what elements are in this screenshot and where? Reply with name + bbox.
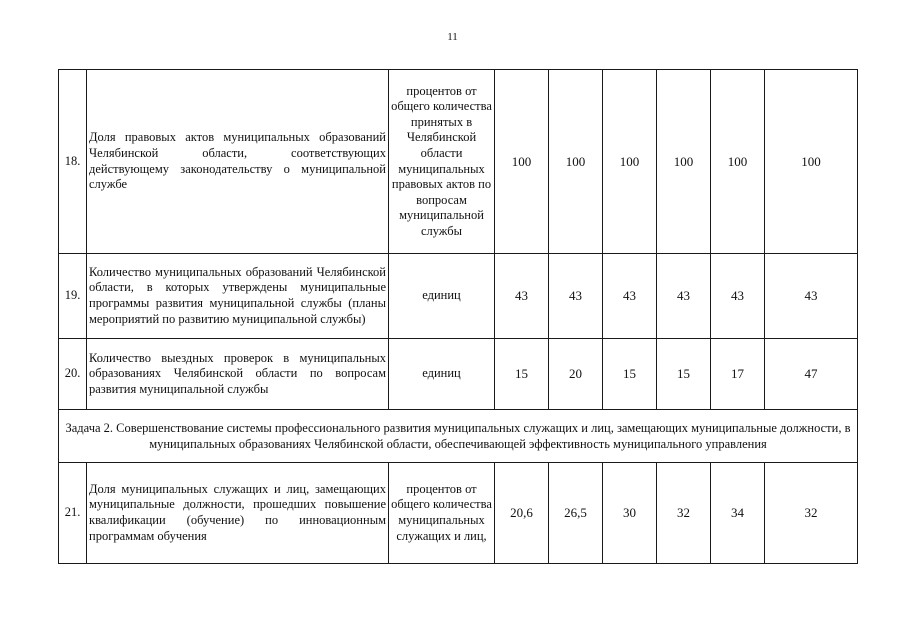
value-cell: 15 [657,339,711,410]
row-number: 18. [59,70,87,254]
unit-of-measure: единиц [389,254,495,339]
task-row [59,410,858,463]
row-number: 19. [59,254,87,339]
indicator-description: Доля муниципальных служащих и лиц, замещающих муниципальные должности, прошедших повышение квалификации (обучение) по инновационным программам обучения [87,463,389,564]
value-cell: 30 [603,463,657,564]
table-row [59,254,858,339]
value-cell: 20 [549,339,603,410]
value-cell: 47 [765,339,858,410]
row-number: 20. [59,339,87,410]
value-cell: 100 [765,70,858,254]
value-cell: 32 [657,463,711,564]
value-cell: 43 [603,254,657,339]
task-heading: Задача 2. Совершенствование системы профессионального развития муниципальных служащих и лиц, замещающих муниципальные должности, в муниципальных образованиях Челябинской области, обеспечивающей эффективность муниципального управления [59,410,858,463]
value-cell: 100 [657,70,711,254]
value-cell: 43 [549,254,603,339]
row-number: 21. [59,463,87,564]
value-cell: 34 [711,463,765,564]
value-cell: 26,5 [549,463,603,564]
value-cell: 43 [495,254,549,339]
value-cell: 43 [765,254,858,339]
value-cell: 43 [711,254,765,339]
value-cell: 100 [549,70,603,254]
unit-of-measure: процентов от общего количества принятых в Челябинской области муниципальных правовых актов по вопросам муниципальной службы [389,70,495,254]
value-cell: 100 [711,70,765,254]
indicator-description: Количество выездных проверок в муниципальных образованиях Челябинской области по вопросам развития муниципальной службы [87,339,389,410]
value-cell: 15 [495,339,549,410]
value-cell: 100 [603,70,657,254]
table-row [59,339,858,410]
indicator-description: Количество муниципальных образований Челябинской области, в которых утверждены муниципальные программы развития муниципальной службы (планы мероприятий по развитию муниципальной службы) [87,254,389,339]
value-cell: 20,6 [495,463,549,564]
value-cell: 100 [495,70,549,254]
indicator-description: Доля правовых актов муниципальных образований Челябинской области, соответствующих действующему законодательству о муниципальной службе [87,70,389,254]
page-number: 11 [447,31,458,43]
value-cell: 43 [657,254,711,339]
table-row [59,70,858,254]
unit-of-measure: процентов от общего количества муниципальных служащих и лиц, [389,463,495,564]
table-row [59,463,858,564]
indicators-table [58,69,858,564]
unit-of-measure: единиц [389,339,495,410]
value-cell: 17 [711,339,765,410]
value-cell: 32 [765,463,858,564]
value-cell: 15 [603,339,657,410]
